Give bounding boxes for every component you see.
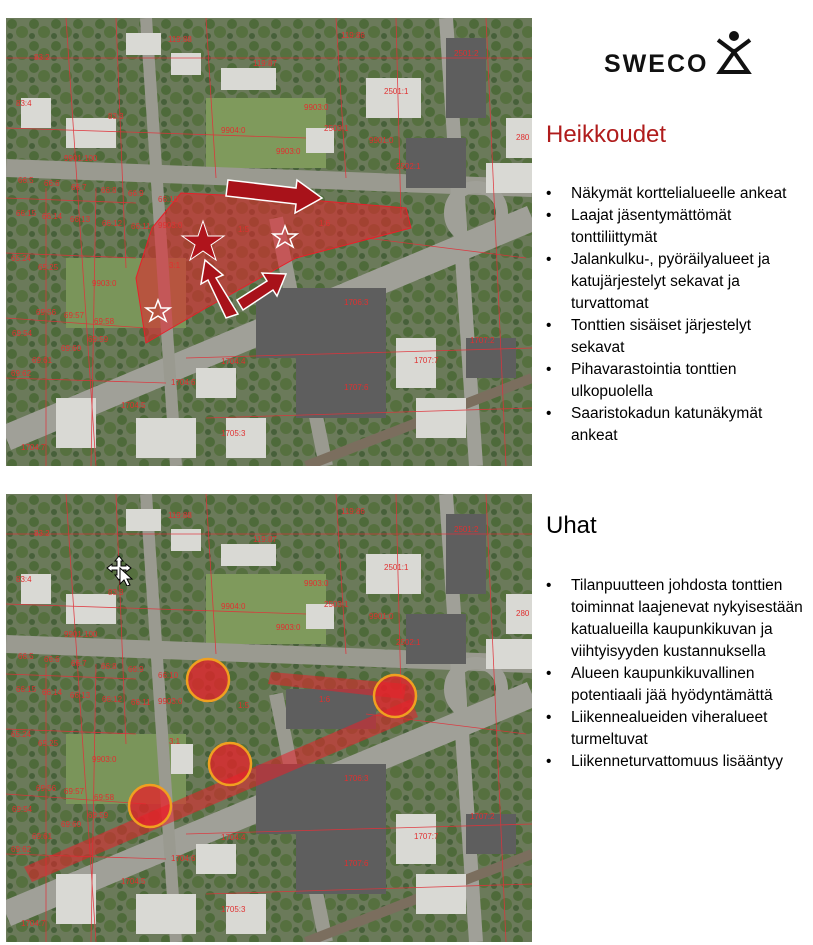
svg-text:66:7: 66:7 — [71, 183, 87, 192]
svg-text:65:24: 65:24 — [11, 730, 32, 739]
svg-text:66:13: 66:13 — [70, 215, 91, 224]
weakness-item: • Tonttien sisäiset järjestelyt sekavat — [546, 315, 796, 359]
svg-text:1704:7: 1704:7 — [21, 919, 46, 928]
svg-text:1705:3: 1705:3 — [221, 905, 246, 914]
svg-text:9903:0: 9903:0 — [92, 755, 117, 764]
svg-text:66:9: 66:9 — [128, 189, 144, 198]
svg-text:65:25: 65:25 — [38, 739, 59, 748]
svg-text:66:9: 66:9 — [128, 665, 144, 674]
svg-text:69:62: 69:62 — [11, 845, 32, 854]
svg-text:69:56: 69:56 — [36, 784, 57, 793]
svg-text:83:3: 83:3 — [108, 588, 124, 597]
svg-text:1:6: 1:6 — [319, 695, 331, 704]
svg-text:1707:2: 1707:2 — [470, 336, 495, 345]
threat-item: • Alueen kaupunkikuvallinen potentiaali jää hyödyntämättä — [546, 663, 808, 707]
svg-text:69:54: 69:54 — [12, 329, 33, 338]
weaknesses-heading: Heikkoudet — [546, 121, 667, 148]
svg-text:9903:0: 9903:0 — [304, 103, 329, 112]
svg-text:280: 280 — [516, 609, 530, 618]
svg-text:69:54: 69:54 — [12, 805, 33, 814]
svg-text:2501:1: 2501:1 — [384, 563, 409, 572]
svg-text:65:25: 65:25 — [38, 263, 59, 272]
svg-text:1705:3: 1705:3 — [221, 429, 246, 438]
svg-text:69:60: 69:60 — [61, 820, 82, 829]
svg-text:83:2: 83:2 — [34, 529, 50, 538]
svg-text:9903:0: 9903:0 — [304, 579, 329, 588]
svg-text:119:87: 119:87 — [253, 59, 277, 68]
svg-text:69:59: 69:59 — [88, 335, 109, 344]
svg-text:69:56: 69:56 — [36, 308, 57, 317]
weakness-item: • Laajat jäsentymättömät tonttiliittymät — [546, 205, 796, 249]
sweco-logo — [604, 30, 754, 76]
svg-text:119:88: 119:88 — [168, 511, 192, 520]
logo-text: SWECO — [604, 50, 709, 78]
svg-text:1707:7: 1707:7 — [414, 832, 439, 841]
svg-text:66:6: 66:6 — [44, 655, 60, 664]
sweco-figure-icon — [714, 30, 754, 76]
svg-text:1707:6: 1707:6 — [344, 859, 369, 868]
svg-text:66:15: 66:15 — [16, 685, 37, 694]
svg-text:119:87: 119:87 — [253, 535, 277, 544]
svg-text:66:12: 66:12 — [102, 695, 123, 704]
svg-text:66:5: 66:5 — [18, 652, 34, 661]
svg-text:9903:0: 9903:0 — [276, 147, 301, 156]
svg-text:1707:6: 1707:6 — [344, 383, 369, 392]
map-threats — [6, 494, 532, 942]
svg-text:2501:1: 2501:1 — [384, 87, 409, 96]
svg-text:83:2: 83:2 — [34, 53, 50, 62]
weakness-item: • Näkymät korttelialueelle ankeat — [546, 183, 796, 205]
svg-text:9901:100: 9901:100 — [64, 630, 98, 639]
svg-text:83:4: 83:4 — [16, 99, 32, 108]
svg-text:83:4: 83:4 — [16, 575, 32, 584]
svg-text:66:14: 66:14 — [42, 212, 63, 221]
svg-text:69:61: 69:61 — [32, 832, 53, 841]
svg-text:1706:3: 1706:3 — [344, 774, 369, 783]
svg-text:1704:5: 1704:5 — [121, 877, 146, 886]
svg-text:66:8: 66:8 — [101, 662, 117, 671]
svg-text:66:12: 66:12 — [102, 219, 123, 228]
svg-text:2502:1: 2502:1 — [396, 162, 421, 171]
svg-text:9903:0: 9903:0 — [92, 279, 117, 288]
svg-text:1704:6: 1704:6 — [171, 854, 196, 863]
svg-text:9903:0: 9903:0 — [158, 221, 183, 230]
svg-text:9901:0: 9901:0 — [369, 612, 394, 621]
svg-text:1707:2: 1707:2 — [470, 812, 495, 821]
svg-text:2502:1: 2502:1 — [396, 638, 421, 647]
svg-text:69:57: 69:57 — [64, 787, 85, 796]
svg-text:1707:7: 1707:7 — [414, 356, 439, 365]
svg-text:3:1: 3:1 — [169, 261, 181, 270]
svg-text:9904:0: 9904:0 — [221, 126, 246, 135]
map-weaknesses — [6, 18, 532, 466]
svg-text:1704:4: 1704:4 — [221, 833, 246, 842]
svg-text:1:5: 1:5 — [238, 225, 250, 234]
svg-text:119:88: 119:88 — [168, 35, 192, 44]
threats-list — [546, 575, 808, 773]
svg-text:1704:4: 1704:4 — [221, 357, 246, 366]
svg-text:69:61: 69:61 — [32, 356, 53, 365]
svg-text:9901:0: 9901:0 — [369, 136, 394, 145]
svg-text:83:3: 83:3 — [108, 112, 124, 121]
move-cursor-icon — [106, 554, 136, 586]
svg-text:66:8: 66:8 — [101, 186, 117, 195]
svg-text:65:24: 65:24 — [11, 254, 32, 263]
svg-text:2501:2: 2501:2 — [454, 525, 479, 534]
svg-text:66:10: 66:10 — [158, 195, 179, 204]
svg-text:9901:100: 9901:100 — [64, 154, 98, 163]
svg-text:66:14: 66:14 — [42, 688, 63, 697]
svg-text:119:86: 119:86 — [341, 507, 365, 516]
svg-text:66:15: 66:15 — [16, 209, 37, 218]
svg-text:9904:0: 9904:0 — [221, 602, 246, 611]
svg-text:1704:5: 1704:5 — [121, 401, 146, 410]
svg-text:2503:1: 2503:1 — [324, 600, 349, 609]
svg-text:66:10: 66:10 — [158, 671, 179, 680]
svg-text:66:11: 66:11 — [131, 222, 151, 231]
svg-text:2501:2: 2501:2 — [454, 49, 479, 58]
svg-text:1704:7: 1704:7 — [21, 443, 46, 452]
threat-item: • Liikennealueiden viheralueet turmeltuvat — [546, 707, 808, 751]
svg-text:69:58: 69:58 — [94, 317, 115, 326]
svg-text:69:59: 69:59 — [88, 811, 109, 820]
svg-text:69:58: 69:58 — [94, 793, 115, 802]
map-weaknesses-svg — [6, 18, 532, 466]
svg-text:1:6: 1:6 — [319, 219, 331, 228]
svg-text:66:6: 66:6 — [44, 179, 60, 188]
svg-text:3:1: 3:1 — [169, 737, 181, 746]
svg-text:280: 280 — [516, 133, 530, 142]
threat-item: • Liikenneturvattomuus lisääntyy — [546, 751, 808, 773]
svg-text:66:7: 66:7 — [71, 659, 87, 668]
svg-text:1706:3: 1706:3 — [344, 298, 369, 307]
weakness-item: • Pihavarastointia tonttien ulkopuolella — [546, 359, 796, 403]
svg-text:2503:1: 2503:1 — [324, 124, 349, 133]
threat-item: • Tilanpuutteen johdosta tonttien toiminnat laajenevat nykyisestään katualueilla kaupunkikuvan ja viihtyisyyden kustannuksella — [546, 575, 808, 663]
svg-text:69:62: 69:62 — [11, 369, 32, 378]
weakness-item: • Saaristokadun katunäkymät ankeat — [546, 403, 796, 447]
weaknesses-list — [546, 183, 796, 447]
svg-text:9903:0: 9903:0 — [158, 697, 183, 706]
svg-text:1704:6: 1704:6 — [171, 378, 196, 387]
svg-text:66:11: 66:11 — [131, 698, 151, 707]
svg-text:69:57: 69:57 — [64, 311, 85, 320]
svg-text:1:5: 1:5 — [238, 701, 250, 710]
weakness-item: • Jalankulku-, pyöräilyalueet ja katujärjestelyt sekavat ja turvattomat — [546, 249, 796, 315]
svg-text:119:86: 119:86 — [341, 31, 365, 40]
svg-text:66:5: 66:5 — [18, 176, 34, 185]
map-threats-svg — [6, 494, 532, 942]
svg-text:66:13: 66:13 — [70, 691, 91, 700]
threats-heading: Uhat — [546, 512, 597, 539]
svg-text:69:60: 69:60 — [61, 344, 82, 353]
svg-text:9903:0: 9903:0 — [276, 623, 301, 632]
